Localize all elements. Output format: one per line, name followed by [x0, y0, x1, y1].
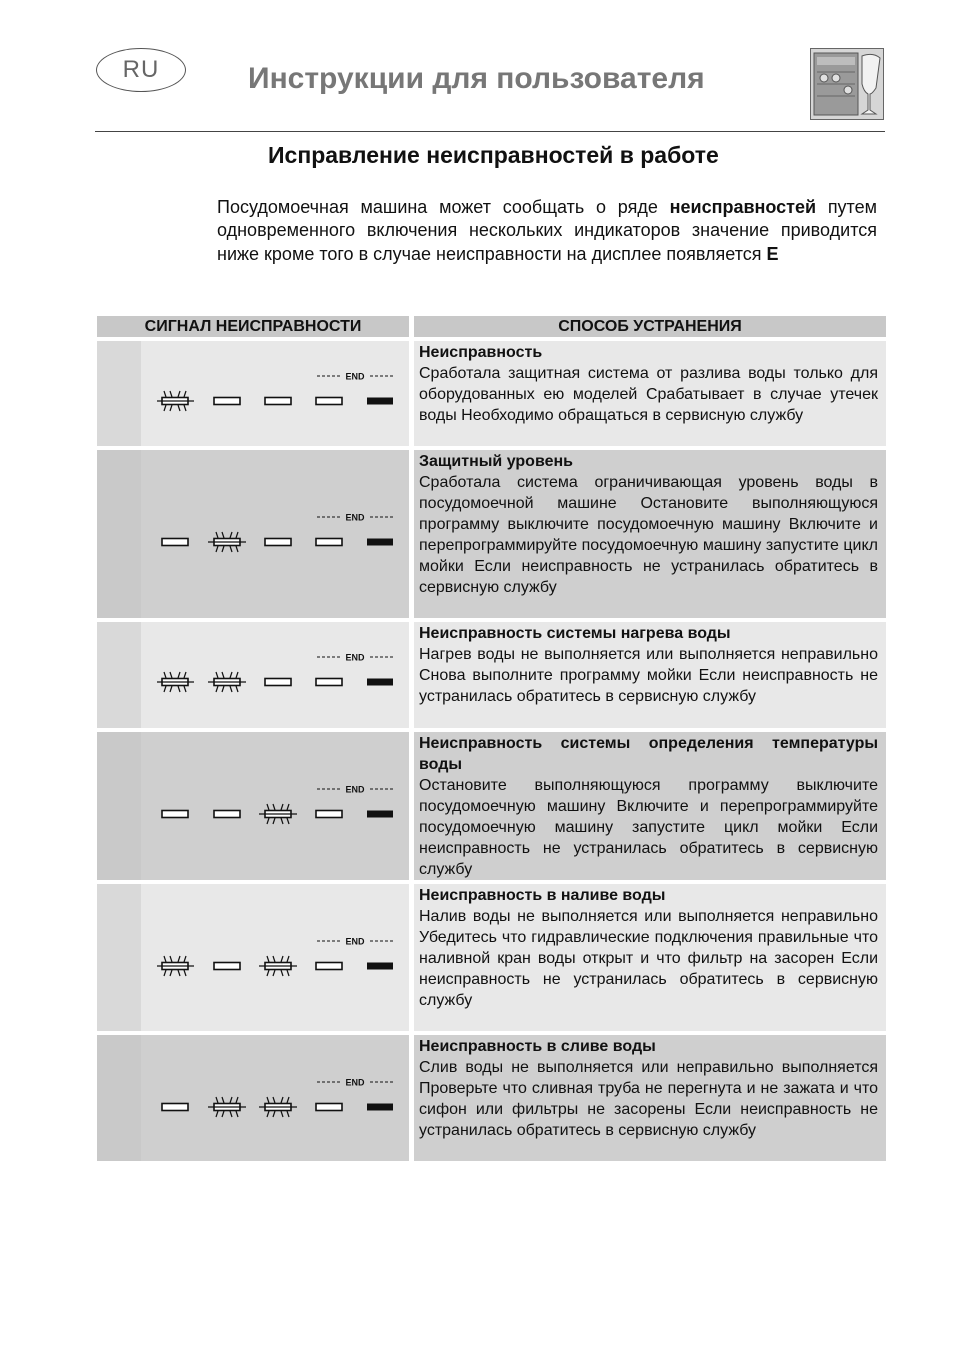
indicator-light-blink: [208, 1097, 246, 1117]
language-badge: [96, 48, 186, 92]
intro-text-1: Посудомоечная машина может сообщать о ряде: [217, 197, 670, 217]
intro-paragraph: [217, 196, 877, 266]
indicator-panel: [157, 1075, 397, 1125]
fault-title: Неисправность в сливе воды: [419, 1038, 656, 1055]
indicator-light-blink: [157, 672, 194, 692]
indicator-light-off: [316, 679, 342, 686]
remedy-cell: [414, 622, 886, 728]
fault-description: Остановите выполняющуюся программу выключите посудомоечную машину Включите и перепрограммируйте посудомоечную машину запустите цикл мойки Если неисправность не устранилась обратитесь в сервисную службу: [419, 777, 878, 878]
section-title: Исправление неисправностей в работе: [268, 142, 719, 168]
fault-title: Неисправность: [419, 344, 543, 361]
indicator-light-blink: [208, 672, 246, 692]
row-strip: [97, 341, 141, 446]
indicator-light-off: [265, 398, 291, 405]
indicator-panel: [157, 650, 397, 700]
indicator-light-off: [162, 539, 188, 546]
end-label: END: [345, 512, 365, 523]
remedy-cell: [414, 450, 886, 618]
indicator-panel: [157, 782, 397, 832]
fault-title: Защитный уровень: [419, 453, 573, 470]
signal-cell: [97, 450, 409, 618]
indicator-light-blink: [208, 532, 246, 552]
indicator-light-blink: [157, 391, 194, 411]
end-label: END: [345, 1077, 365, 1088]
indicator-light-off: [316, 1104, 342, 1111]
indicator-light-on: [367, 398, 393, 405]
indicator-light-off: [265, 539, 291, 546]
row-strip: [97, 450, 141, 618]
row-strip: [97, 732, 141, 880]
page-header-title: Инструкции для пользователя: [248, 62, 705, 95]
indicator-light-on: [367, 679, 393, 686]
indicator-light-blink: [259, 804, 297, 824]
indicator-light-off: [162, 811, 188, 818]
indicator-light-on: [367, 1104, 393, 1111]
indicator-panel: [157, 510, 397, 560]
indicator-light-blink: [259, 956, 297, 976]
indicator-light-off: [265, 679, 291, 686]
signal-cell: [97, 1035, 409, 1161]
indicator-light-on: [367, 811, 393, 818]
indicator-panel: [157, 369, 397, 419]
signal-cell: [97, 341, 409, 446]
fault-description: Слив воды не выполняется или неправильно выполняется Проверьте что сливная труба не перегнута и не зажата и что сифон или фильтры не засорены Если неисправность не устранилась обратитесь в сервисную службу: [419, 1059, 878, 1139]
column-header-remedy: СПОСОБ УСТРАНЕНИЯ: [414, 316, 886, 337]
intro-bold-word: неисправностей: [669, 197, 817, 217]
end-label: END: [345, 652, 365, 663]
indicator-light-off: [162, 1104, 188, 1111]
indicator-light-off: [214, 811, 240, 818]
indicator-light-off: [214, 963, 240, 970]
signal-cell: [97, 622, 409, 728]
row-strip: [97, 622, 141, 728]
fault-description: Нагрев воды не выполняется или выполняется неправильно Снова выполните программу мойки Если неисправность не устранилась обратитесь в сервисную службу: [419, 646, 878, 705]
column-header-signal: СИГНАЛ НЕИСПРАВНОСТИ: [97, 316, 409, 337]
remedy-cell: [414, 732, 886, 880]
fault-title: Неисправность системы нагрева воды: [419, 625, 731, 642]
indicator-light-off: [316, 398, 342, 405]
end-label: END: [345, 371, 365, 382]
end-label: END: [345, 936, 365, 947]
indicator-light-off: [214, 398, 240, 405]
indicator-light-off: [316, 811, 342, 818]
dishwasher-icon: [810, 48, 884, 120]
fault-title: Неисправность в наливе воды: [419, 887, 666, 904]
fault-description: Сработала защитная система от разлива воды только для оборудованных ею моделей Срабатывает в случае утечек воды Необходимо обращаться в сервисную службу: [419, 365, 878, 424]
remedy-cell: [414, 341, 886, 446]
remedy-cell: [414, 884, 886, 1031]
language-code: RU: [122, 56, 160, 83]
row-strip: [97, 1035, 141, 1161]
indicator-light-blink: [259, 1097, 297, 1117]
indicator-panel: [157, 934, 397, 984]
end-label: END: [345, 784, 365, 795]
intro-text-2: путем одновременного включения нескольких индикаторов значение приводится ниже кроме того в случае неисправности на дисплее появляется: [217, 197, 877, 264]
header-divider: [95, 131, 885, 132]
indicator-light-on: [367, 963, 393, 970]
indicator-light-off: [316, 539, 342, 546]
row-strip: [97, 884, 141, 1031]
signal-cell: [97, 732, 409, 880]
fault-description: Сработала система ограничивающая уровень воды в посудомоечной машине Остановите выполняющуюся программу выключите посудомоечную машину Включите и перепрограммируйте посудомоечную машину запустите цикл мойки Если неисправность не устранилась обратитесь в сервисную службу: [419, 474, 878, 596]
signal-cell: [97, 884, 409, 1031]
error-code: E: [766, 243, 779, 264]
fault-title: Неисправность системы определения температуры воды: [419, 735, 878, 773]
fault-description: Налив воды не выполняется или выполняется неправильно Убедитесь что гидравлические подключения правильные что наливной кран воды открыт и что фильтр на засорен Если неисправность не устранилась обратитесь в сервисную службу: [419, 908, 878, 1009]
indicator-light-on: [367, 539, 393, 546]
remedy-cell: [414, 1035, 886, 1161]
indicator-light-off: [316, 963, 342, 970]
indicator-light-blink: [157, 956, 194, 976]
